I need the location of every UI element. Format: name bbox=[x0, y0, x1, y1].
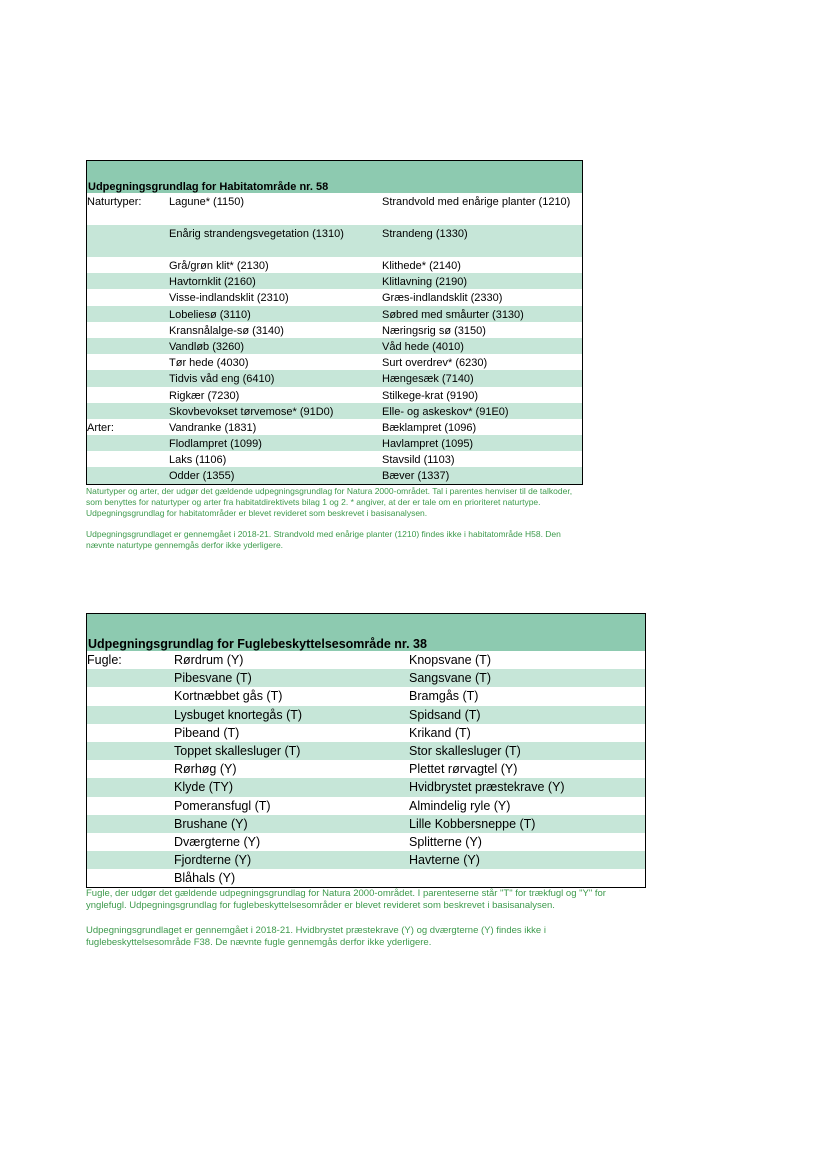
table-cell: Flodlampret (1099) bbox=[169, 438, 262, 451]
table-cell: Rørhøg (Y) bbox=[174, 762, 237, 777]
habitat-table bbox=[86, 160, 583, 485]
table-row bbox=[87, 257, 582, 273]
table-cell: Blåhals (Y) bbox=[174, 871, 236, 886]
table-cell: Plettet rørvagtel (Y) bbox=[409, 762, 518, 777]
table-row bbox=[87, 451, 582, 467]
bird-note-1: Fugle, der udgør det gældende udpegningsgrundlag for Natura 2000-området. I parenteserne står "T" for trækfugl og "Y" for ynglefugl. Udpegningsgrundlag for fuglebeskyttelsesområder er blevet revideret som beskrevet i basisanalysen. bbox=[86, 888, 606, 911]
table-cell: Fjordterne (Y) bbox=[174, 853, 252, 868]
table-cell: Toppet skallesluger (T) bbox=[174, 743, 301, 758]
habitat-table-body bbox=[87, 193, 582, 484]
table-row bbox=[87, 724, 645, 742]
bird-table-header bbox=[87, 614, 645, 651]
table-cell: Stavsild (1103) bbox=[382, 454, 455, 467]
table-row bbox=[87, 687, 645, 705]
table-row bbox=[87, 669, 645, 687]
table-row bbox=[87, 833, 645, 851]
table-cell: Skovbevokset tørvemose* (91D0) bbox=[169, 405, 334, 418]
table-cell: Lille Kobbersneppe (T) bbox=[409, 816, 536, 831]
table-cell: Bæver (1337) bbox=[382, 470, 450, 483]
table-cell: Våd hede (4010) bbox=[382, 340, 464, 353]
table-cell: Naturtyper: bbox=[87, 196, 142, 208]
habitat-table-header bbox=[87, 161, 582, 193]
table-row bbox=[87, 273, 582, 289]
habitat-note-1: Naturtyper og arter, der udgør det gældende udpegningsgrundlag for Natura 2000-området. Tal i parentes henviser til de talkoder, som benyttes for naturtyper og arter fra habitatdirektivets bilag 1 og 2. * angiver, at der er tale om en prioriteret naturtype. Udpegningsgrundlag for habitatområder er blevet revideret som beskrevet i basisanalysen. bbox=[86, 486, 573, 518]
table-cell: Enårig strandengsvegetation (1310) bbox=[169, 228, 344, 240]
bird-note-2: Udpegningsgrundlaget er gennemgået i 2018-21. Hvidbrystet præstekrave (Y) og dværgterne (Y) findes ikke i fuglebeskyttelsesområde F38. De nævnte fugle gennemgås derfor ikke yderligere. bbox=[86, 925, 546, 948]
table-cell: Vandranke (1831) bbox=[169, 421, 257, 434]
table-cell: Klithede* (2140) bbox=[382, 260, 461, 272]
bird-table-title: Udpegningsgrundlag for Fuglebeskyttelsesområde nr. 38 bbox=[88, 637, 427, 651]
habitat-table-title: Udpegningsgrundlag for Habitatområde nr. 58 bbox=[88, 181, 329, 193]
table-cell: Lysbuget knortegås (T) bbox=[174, 707, 303, 722]
table-cell: Strandeng (1330) bbox=[382, 228, 468, 240]
table-cell: Arter: bbox=[87, 421, 114, 434]
table-row bbox=[87, 706, 645, 724]
table-cell: Pomeransfugl (T) bbox=[174, 798, 271, 813]
table-row bbox=[87, 869, 645, 887]
table-cell: Elle- og askeskov* (91E0) bbox=[382, 405, 509, 418]
table-cell: Bramgås (T) bbox=[409, 689, 479, 704]
table-cell: Klyde (TY) bbox=[174, 780, 234, 795]
table-row bbox=[87, 419, 582, 435]
table-cell: Klitlavning (2190) bbox=[382, 276, 467, 289]
table-cell: Pibeand (T) bbox=[174, 725, 240, 740]
bird-table-body bbox=[87, 651, 645, 887]
table-cell: Hvidbrystet præstekrave (Y) bbox=[409, 780, 565, 795]
table-cell: Stor skallesluger (T) bbox=[409, 743, 521, 758]
table-cell: Kransnålalge-sø (3140) bbox=[169, 324, 284, 337]
table-row bbox=[87, 193, 582, 225]
table-cell: Visse-indlandsklit (2310) bbox=[169, 292, 289, 305]
table-cell: Næringsrig sø (3150) bbox=[382, 324, 486, 337]
table-row bbox=[87, 322, 582, 338]
table-cell: Dværgterne (Y) bbox=[174, 834, 261, 849]
table-row bbox=[87, 354, 582, 370]
table-cell: Pibesvane (T) bbox=[174, 671, 252, 686]
table-cell: Brushane (Y) bbox=[174, 816, 248, 831]
table-row bbox=[87, 651, 645, 669]
table-cell: Splitterne (Y) bbox=[409, 834, 482, 849]
table-cell: Tidvis våd eng (6410) bbox=[169, 373, 275, 386]
table-cell: Knopsvane (T) bbox=[409, 653, 491, 667]
table-row bbox=[87, 403, 582, 419]
table-row bbox=[87, 306, 582, 322]
table-cell: Surt overdrev* (6230) bbox=[382, 357, 488, 370]
table-cell: Rigkær (7230) bbox=[169, 389, 240, 402]
table-cell: Græs-indlandsklit (2330) bbox=[382, 292, 503, 305]
table-cell: Krikand (T) bbox=[409, 725, 471, 740]
table-cell: Stilkege-krat (9190) bbox=[382, 389, 478, 402]
table-row bbox=[87, 815, 645, 833]
table-row bbox=[87, 435, 582, 451]
habitat-note-2: Udpegningsgrundlaget er gennemgået i 2018-21. Strandvold med enårige planter (1210) findes ikke i habitatområde H58. Den nævnte naturtype gennemgås derfor ikke yderligere. bbox=[86, 529, 561, 550]
table-cell: Havlampret (1095) bbox=[382, 438, 474, 451]
table-cell: Grå/grøn klit* (2130) bbox=[169, 260, 269, 272]
table-row bbox=[87, 467, 582, 483]
table-cell: Havtornklit (2160) bbox=[169, 276, 256, 289]
table-cell: Tør hede (4030) bbox=[169, 357, 249, 370]
table-cell: Strandvold med enårige planter (1210) bbox=[382, 196, 571, 208]
table-row bbox=[87, 387, 582, 403]
table-row bbox=[87, 370, 582, 386]
table-cell: Vandløb (3260) bbox=[169, 340, 245, 353]
table-cell: Almindelig ryle (Y) bbox=[409, 798, 511, 813]
table-row bbox=[87, 851, 645, 869]
table-cell: Lobeliesø (3110) bbox=[169, 308, 251, 321]
table-cell: Søbred med småurter (3130) bbox=[382, 308, 524, 321]
table-cell: Sangsvane (T) bbox=[409, 671, 491, 686]
table-cell: Spidsand (T) bbox=[409, 707, 481, 722]
table-cell: Fugle: bbox=[87, 653, 122, 667]
table-row bbox=[87, 289, 582, 305]
table-cell: Rørdrum (Y) bbox=[174, 653, 244, 667]
table-cell: Hængesæk (7140) bbox=[382, 373, 474, 386]
table-row bbox=[87, 760, 645, 778]
table-cell: Havterne (Y) bbox=[409, 853, 480, 868]
table-cell: Laks (1106) bbox=[169, 454, 227, 467]
table-cell: Bæklampret (1096) bbox=[382, 421, 477, 434]
table-row bbox=[87, 225, 582, 257]
table-cell: Lagune* (1150) bbox=[169, 196, 245, 208]
bird-table bbox=[86, 613, 646, 888]
table-cell: Kortnæbbet gås (T) bbox=[174, 689, 283, 704]
table-cell: Odder (1355) bbox=[169, 470, 235, 483]
table-row bbox=[87, 797, 645, 815]
table-row bbox=[87, 778, 645, 796]
table-row bbox=[87, 338, 582, 354]
table-row bbox=[87, 742, 645, 760]
